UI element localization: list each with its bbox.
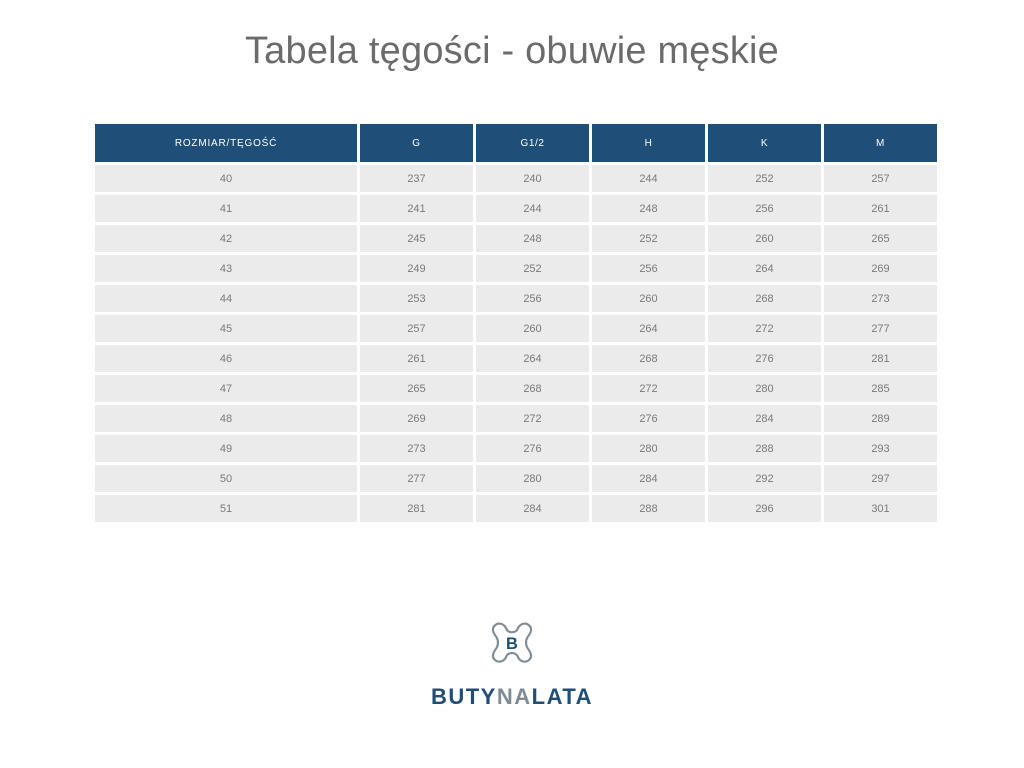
cell-g: 273 xyxy=(360,435,473,462)
column-header-m: M xyxy=(824,124,937,162)
cell-k: 256 xyxy=(708,195,821,222)
cell-size: 42 xyxy=(95,225,357,252)
cell-g: 277 xyxy=(360,465,473,492)
cell-h: 260 xyxy=(592,285,705,312)
table-row xyxy=(95,195,937,222)
table-row xyxy=(95,225,937,252)
cell-g-half: 284 xyxy=(476,495,589,522)
cell-size: 49 xyxy=(95,435,357,462)
cell-h: 268 xyxy=(592,345,705,372)
table-row xyxy=(95,315,937,342)
logo-text-secondary: LATA xyxy=(531,684,594,709)
logo-letter: B xyxy=(506,634,518,653)
cell-size: 51 xyxy=(95,495,357,522)
cell-g-half: 276 xyxy=(476,435,589,462)
table-row xyxy=(95,255,937,282)
cell-k: 288 xyxy=(708,435,821,462)
cell-m: 289 xyxy=(824,405,937,432)
cell-g: 261 xyxy=(360,345,473,372)
table-header-row xyxy=(95,124,937,162)
cell-g-half: 244 xyxy=(476,195,589,222)
cell-k: 280 xyxy=(708,375,821,402)
cell-h: 244 xyxy=(592,165,705,192)
cell-h: 272 xyxy=(592,375,705,402)
cell-k: 260 xyxy=(708,225,821,252)
cell-size: 40 xyxy=(95,165,357,192)
cell-h: 276 xyxy=(592,405,705,432)
cell-g: 281 xyxy=(360,495,473,522)
cell-g: 241 xyxy=(360,195,473,222)
cell-g: 245 xyxy=(360,225,473,252)
cell-m: 301 xyxy=(824,495,937,522)
cell-g-half: 252 xyxy=(476,255,589,282)
cell-size: 45 xyxy=(95,315,357,342)
cell-k: 252 xyxy=(708,165,821,192)
cell-g-half: 280 xyxy=(476,465,589,492)
cell-size: 44 xyxy=(95,285,357,312)
cell-g: 249 xyxy=(360,255,473,282)
cell-k: 272 xyxy=(708,315,821,342)
table-body xyxy=(95,165,937,522)
cell-h: 256 xyxy=(592,255,705,282)
cell-size: 43 xyxy=(95,255,357,282)
table-header xyxy=(95,124,937,162)
table-row xyxy=(95,165,937,192)
cell-m: 273 xyxy=(824,285,937,312)
cell-g-half: 272 xyxy=(476,405,589,432)
column-header-size-width: ROZMIAR/TĘGOŚĆ xyxy=(95,124,357,162)
cell-g-half: 260 xyxy=(476,315,589,342)
cell-size: 50 xyxy=(95,465,357,492)
cell-size: 47 xyxy=(95,375,357,402)
cell-h: 248 xyxy=(592,195,705,222)
cell-size: 41 xyxy=(95,195,357,222)
leather-hide-b-icon xyxy=(481,616,543,678)
cell-m: 265 xyxy=(824,225,937,252)
cell-g-half: 256 xyxy=(476,285,589,312)
cell-k: 284 xyxy=(708,405,821,432)
cell-g: 237 xyxy=(360,165,473,192)
table-row xyxy=(95,495,937,522)
cell-h: 252 xyxy=(592,225,705,252)
cell-m: 297 xyxy=(824,465,937,492)
cell-m: 281 xyxy=(824,345,937,372)
table-row xyxy=(95,405,937,432)
page-title: Tabela tęgości - obuwie męskie xyxy=(244,30,780,72)
cell-g: 265 xyxy=(360,375,473,402)
cell-size: 48 xyxy=(95,405,357,432)
cell-k: 268 xyxy=(708,285,821,312)
cell-m: 261 xyxy=(824,195,937,222)
cell-m: 269 xyxy=(824,255,937,282)
column-header-g-half: G1/2 xyxy=(476,124,589,162)
table-row xyxy=(95,285,937,312)
cell-h: 284 xyxy=(592,465,705,492)
cell-h: 264 xyxy=(592,315,705,342)
table-row xyxy=(95,375,937,402)
cell-h: 280 xyxy=(592,435,705,462)
table-row xyxy=(95,465,937,492)
column-header-h: H xyxy=(592,124,705,162)
column-header-g: G xyxy=(360,124,473,162)
table-row xyxy=(95,435,937,462)
logo-text-primary: BUTY xyxy=(430,684,497,709)
cell-size: 46 xyxy=(95,345,357,372)
cell-g: 269 xyxy=(360,405,473,432)
cell-k: 296 xyxy=(708,495,821,522)
cell-m: 285 xyxy=(824,375,937,402)
cell-m: 257 xyxy=(824,165,937,192)
logo-wordmark xyxy=(0,684,1024,710)
brand-logo xyxy=(0,616,1024,710)
size-table-container xyxy=(92,73,932,525)
cell-g-half: 264 xyxy=(476,345,589,372)
cell-k: 264 xyxy=(708,255,821,282)
cell-g-half: 268 xyxy=(476,375,589,402)
cell-k: 276 xyxy=(708,345,821,372)
cell-h: 288 xyxy=(592,495,705,522)
cell-m: 293 xyxy=(824,435,937,462)
cell-g: 253 xyxy=(360,285,473,312)
cell-g: 257 xyxy=(360,315,473,342)
column-header-k: K xyxy=(708,124,821,162)
size-table xyxy=(92,121,940,525)
cell-g-half: 248 xyxy=(476,225,589,252)
cell-g-half: 240 xyxy=(476,165,589,192)
cell-m: 277 xyxy=(824,315,937,342)
logo-text-accent: NA xyxy=(496,684,532,709)
cell-k: 292 xyxy=(708,465,821,492)
table-row xyxy=(95,345,937,372)
